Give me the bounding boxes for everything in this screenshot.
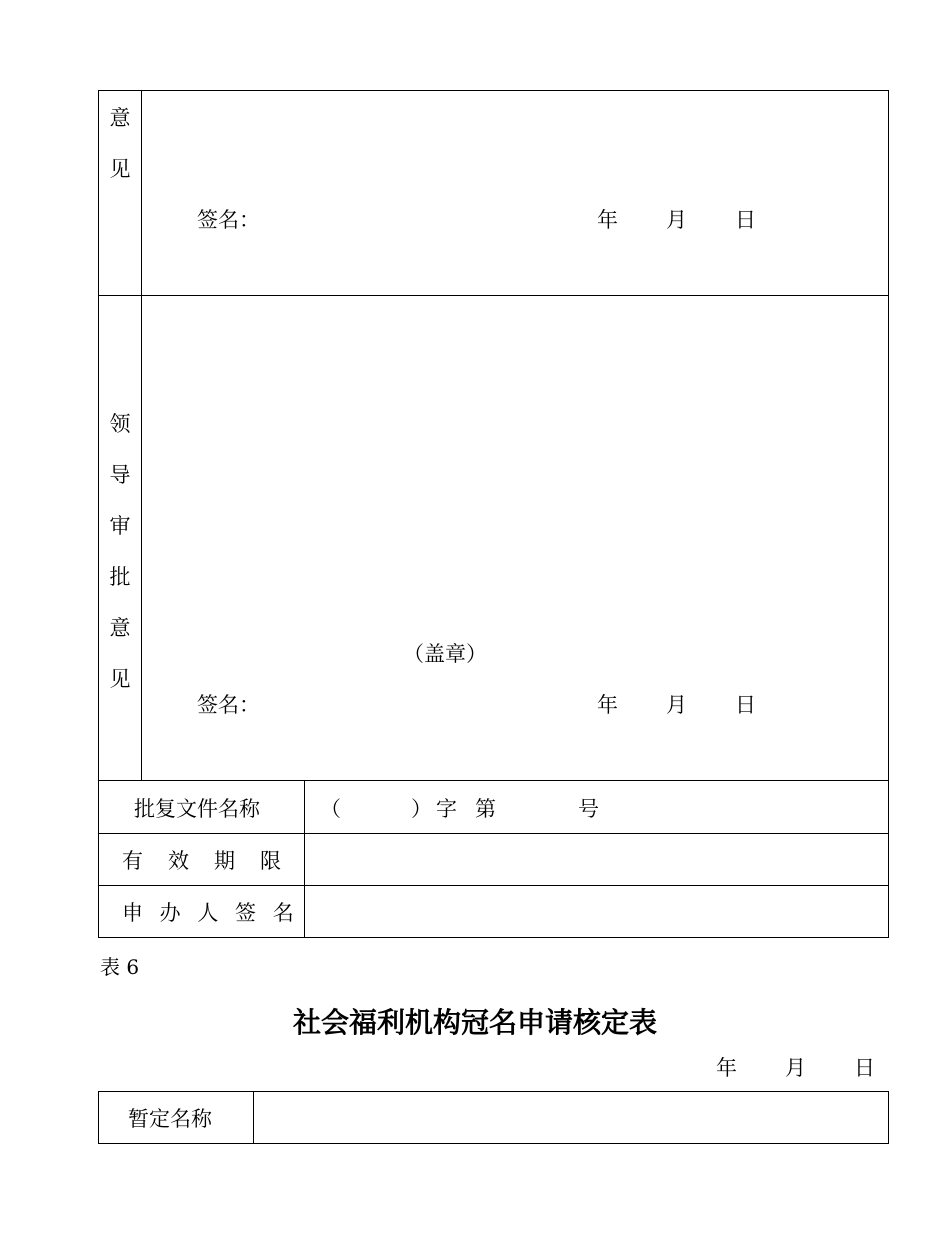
approval-doc-di: 第 [475, 797, 496, 821]
form-title: 社会福利机构冠名申请核定表 [292, 1006, 657, 1039]
leader-approval-label: 领 导 审 批 意 见 [109, 412, 131, 691]
tentative-name-label: 暂定名称 [128, 1107, 212, 1131]
row-divider [98, 780, 889, 781]
form-month: 月 [785, 1056, 806, 1080]
opinion-label: 意 见 [109, 106, 131, 181]
approval-doc-open-paren: （ [320, 797, 341, 821]
opinion-year: 年 [597, 208, 618, 232]
tentative-name-field[interactable] [254, 1092, 888, 1143]
approval-doc-hao: 号 [578, 797, 599, 821]
leader-month: 月 [666, 693, 687, 717]
row-divider [98, 833, 889, 834]
leader-year: 年 [597, 693, 618, 717]
row-divider [98, 295, 889, 296]
form-year: 年 [716, 1056, 737, 1080]
opinion-day: 日 [735, 208, 756, 232]
seal-placeholder: （盖章） [403, 642, 487, 666]
table-number: 表 6 [100, 955, 140, 979]
validity-label: 有 效 期 限 [122, 849, 283, 873]
leader-day: 日 [735, 693, 756, 717]
approval-doc-label: 批复文件名称 [134, 797, 260, 821]
opinion-month: 月 [666, 208, 687, 232]
row-label-divider [304, 780, 305, 938]
label-column-divider [141, 90, 142, 780]
leader-signature-label: 签名： [197, 693, 260, 717]
form-day: 日 [854, 1056, 875, 1080]
opinion-signature-label: 签名： [197, 208, 260, 232]
row-divider [98, 885, 889, 886]
approval-doc-zi: ）字 [411, 797, 461, 821]
applicant-signature-label: 申 办 人 签 名 [122, 901, 299, 925]
